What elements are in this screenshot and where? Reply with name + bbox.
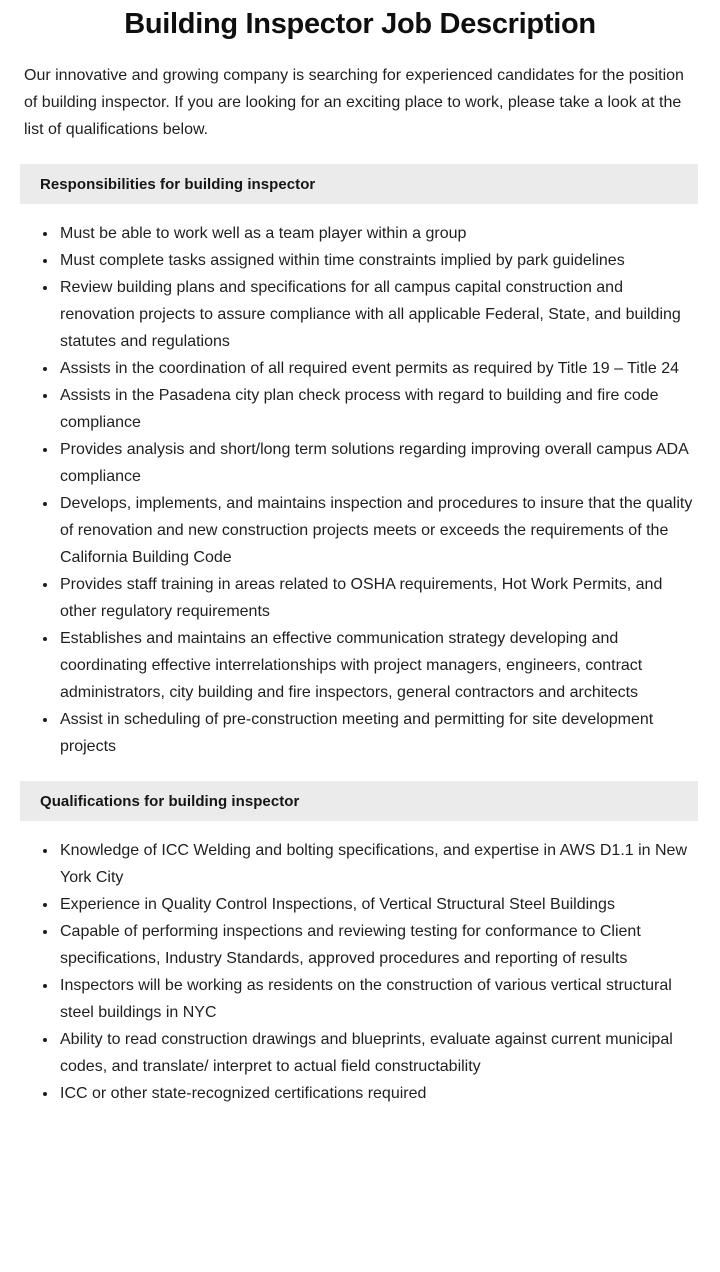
list-item: Must be able to work well as a team player within a group <box>43 220 694 247</box>
list-item: Inspectors will be working as residents on the construction of various vertical structural steel buildings in NYC <box>43 972 694 1026</box>
list-item: Provides staff training in areas related to OSHA requirements, Hot Work Permits, and other regulatory requirements <box>43 571 694 625</box>
bottom-spacer <box>0 1107 720 1133</box>
section-heading-label: Responsibilities for building inspector <box>40 175 316 193</box>
list-item: ICC or other state-recognized certifications required <box>43 1080 694 1107</box>
list-item: Assist in scheduling of pre-construction meeting and permitting for site development projects <box>43 706 694 760</box>
list-item: Assists in the coordination of all required event permits as required by Title 19 – Title 24 <box>43 355 694 382</box>
list-item: Review building plans and specifications for all campus capital construction and renovation projects to assure compliance with all applicable Federal, State, and building statutes and regulations <box>43 274 694 355</box>
section-header <box>20 781 698 821</box>
list-item: Must complete tasks assigned within time constraints implied by park guidelines <box>43 247 694 274</box>
sections-container <box>0 164 720 1107</box>
list-item: Develops, implements, and maintains inspection and procedures to insure that the quality of renovation and new construction projects meets or exceeds the requirements of the California Building Code <box>43 490 694 571</box>
page-title: Building Inspector Job Description <box>124 8 596 40</box>
section-header <box>20 164 698 204</box>
bullet-list <box>0 821 720 1107</box>
section-heading-label: Qualifications for building inspector <box>40 792 300 810</box>
list-item: Knowledge of ICC Welding and bolting specifications, and expertise in AWS D1.1 in New York City <box>43 837 694 891</box>
list-item: Ability to read construction drawings and blueprints, evaluate against current municipal codes, and translate/ interpret to actual field constructability <box>43 1026 694 1080</box>
bullet-list <box>0 204 720 760</box>
list-item: Assists in the Pasadena city plan check process with regard to building and fire code compliance <box>43 382 694 436</box>
list-item: Experience in Quality Control Inspections, of Vertical Structural Steel Buildings <box>43 891 694 918</box>
list-item: Capable of performing inspections and reviewing testing for conformance to Client specifications, Industry Standards, approved procedures and reporting of results <box>43 918 694 972</box>
list-item: Establishes and maintains an effective communication strategy developing and coordinating effective interrelationships with project managers, engineers, contract administrators, city building and fire inspectors, general contractors and architects <box>43 625 694 706</box>
list-item: Provides analysis and short/long term solutions regarding improving overall campus ADA compliance <box>43 436 694 490</box>
intro-paragraph: Our innovative and growing company is searching for experienced candidates for the position of building inspector. If you are looking for an exciting place to work, please take a look at the list of qualifications below. <box>24 67 684 138</box>
